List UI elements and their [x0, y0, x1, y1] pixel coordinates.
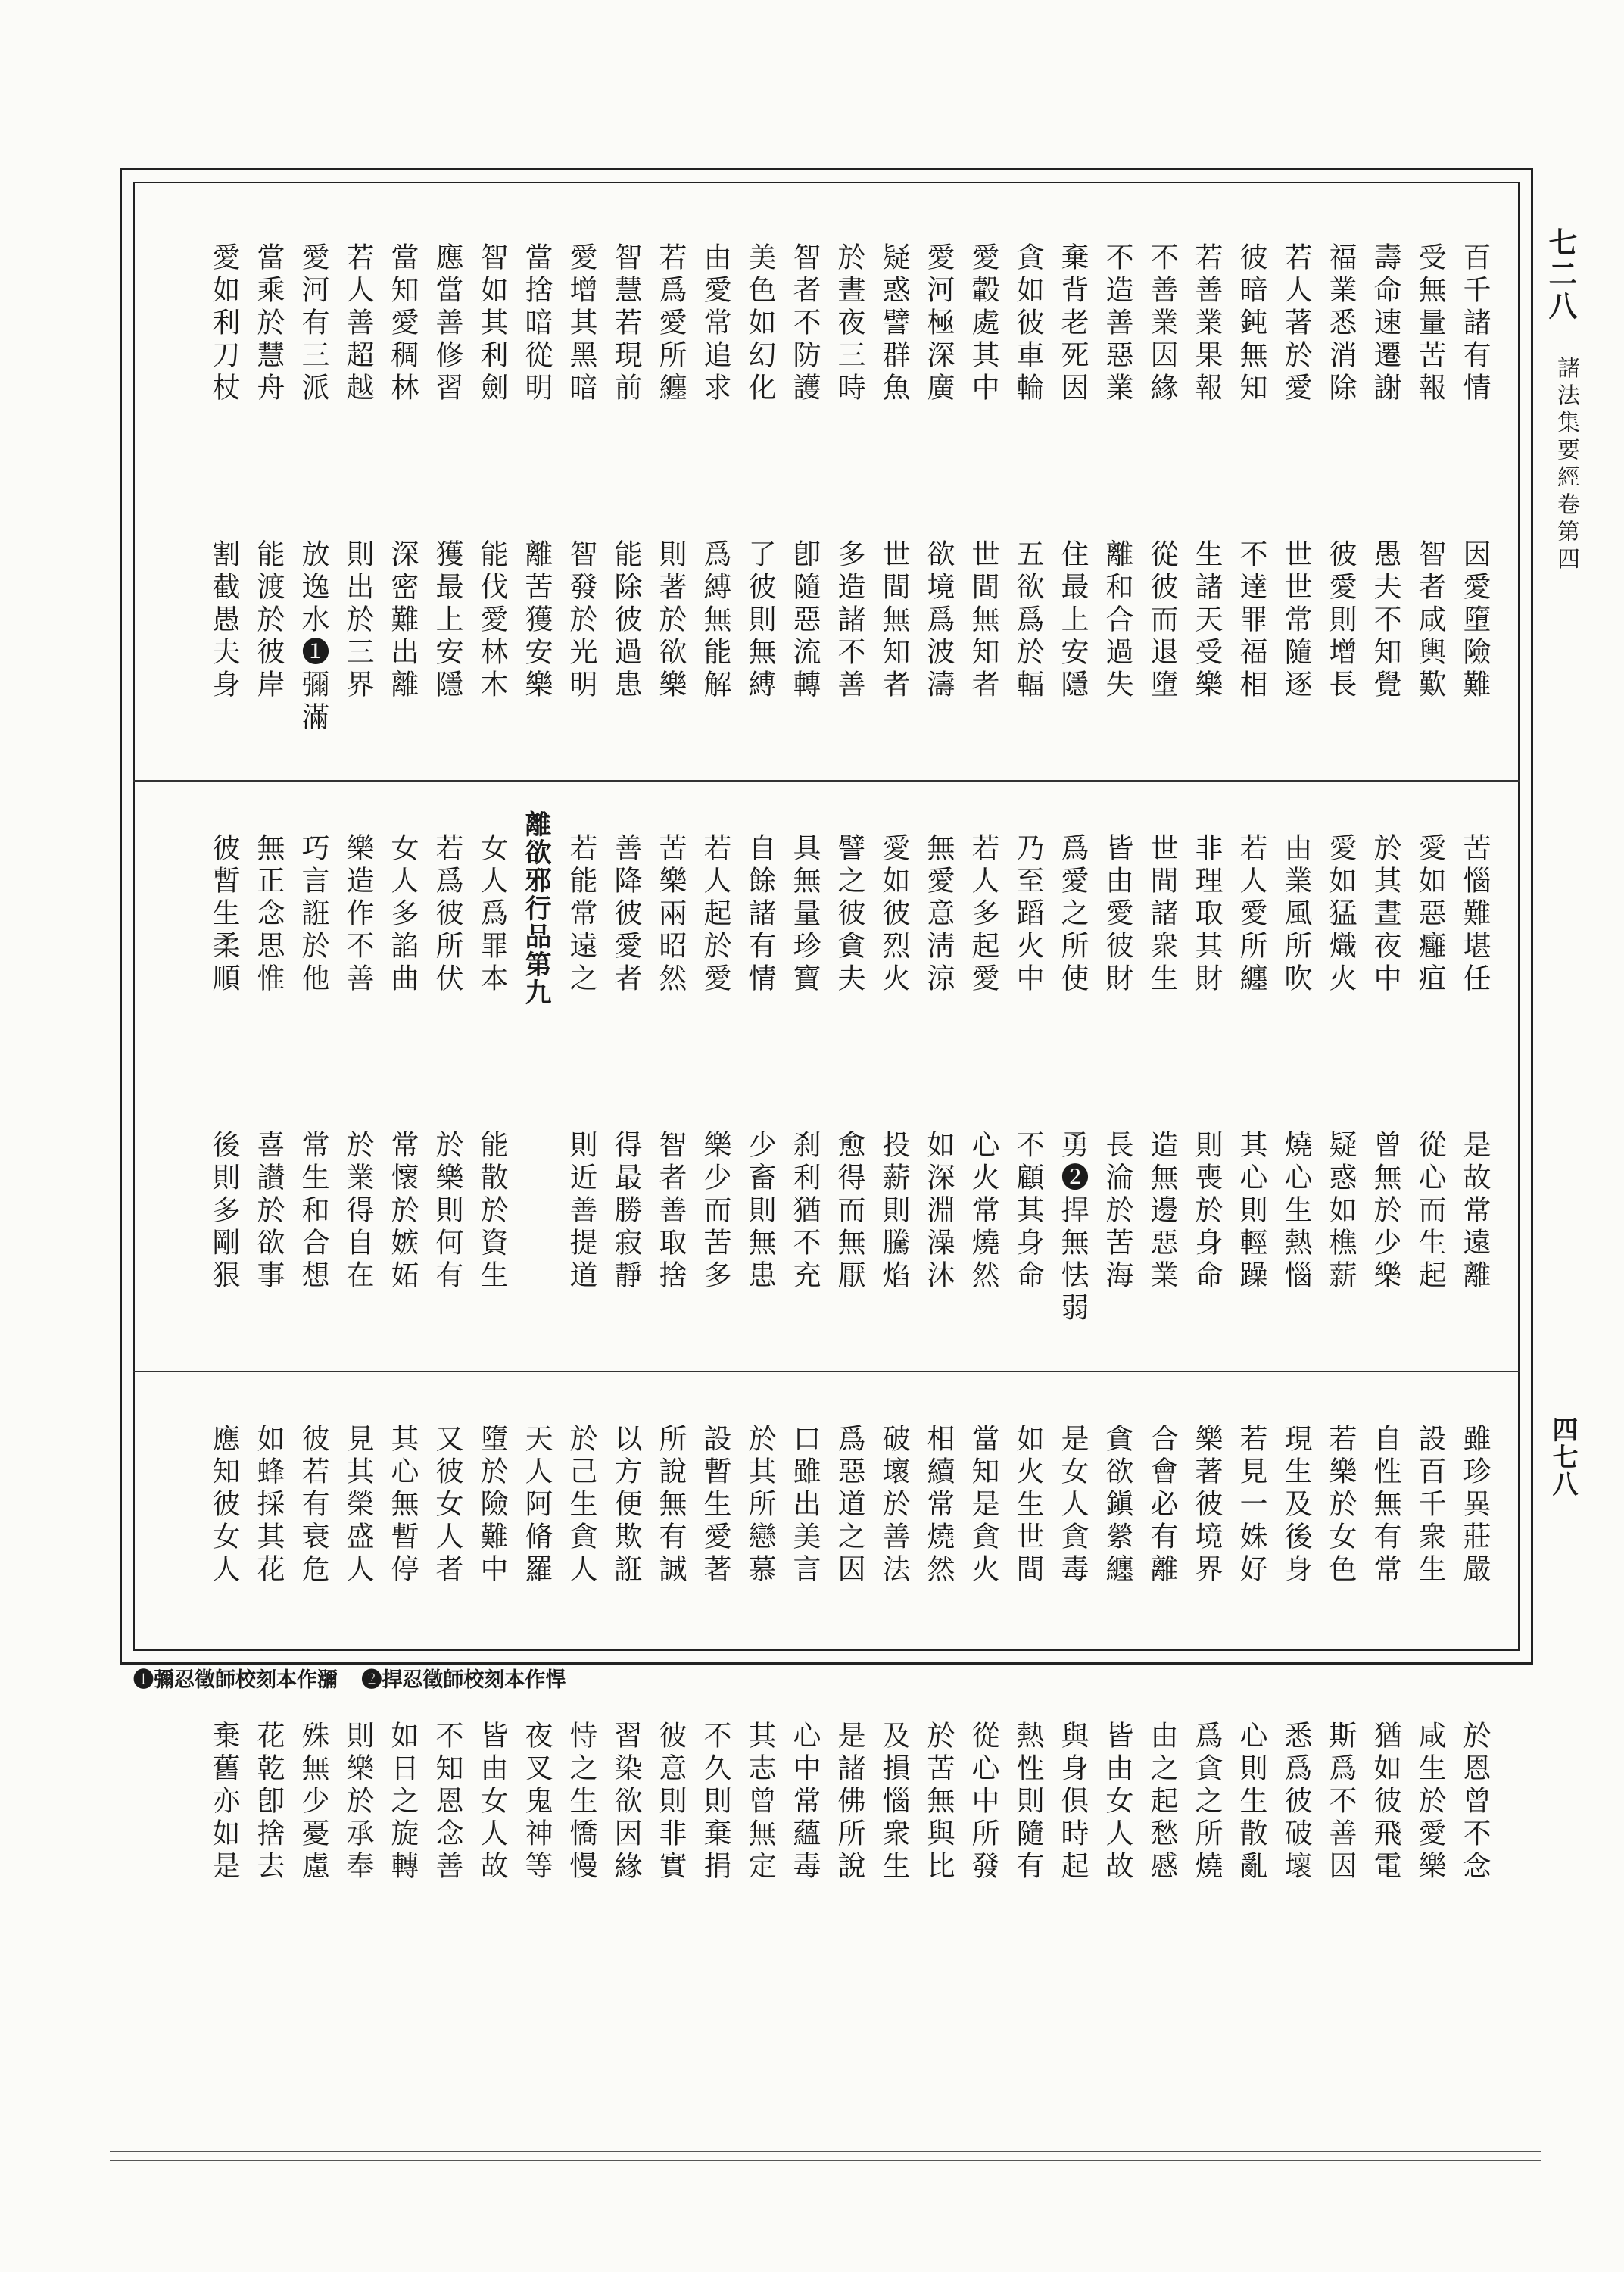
verse-column [1095, 1424, 1139, 1963]
verse-line: 無愛意淸涼 [922, 833, 955, 996]
verse-line: 長淪於苦海 [1101, 1130, 1133, 1293]
verse-column [1318, 833, 1363, 1372]
verse-line: 於己生貪人 [565, 1424, 597, 1587]
verse-line: 能伐愛林木 [475, 539, 508, 702]
bottom-rule [110, 2151, 1541, 2152]
verse-column [1139, 1424, 1184, 1963]
verse-line: 棄舊亦如是 [207, 1721, 240, 1883]
verse-line: 於苦無與比 [922, 1721, 955, 1883]
verse-column [1318, 1424, 1363, 1963]
verse-line: 福業悉消除 [1324, 242, 1357, 405]
verse-line: 世間無知者 [967, 539, 999, 702]
verse-column [1229, 833, 1273, 1372]
verse-line: 愚夫不知覺 [1369, 539, 1401, 702]
verse-line: 世世常隨逐 [1280, 539, 1312, 702]
verse-line: 如深淵澡沐 [922, 1130, 955, 1293]
verse-column [291, 833, 335, 1372]
verse-line: 女人多諂曲 [386, 833, 419, 996]
verse-line: 因愛墮險難 [1458, 539, 1491, 702]
verse-column [1050, 1424, 1095, 1963]
verse-line: 則著於欲樂 [654, 539, 687, 702]
verse-line: 皆由女人故 [475, 1721, 508, 1883]
verse-column [871, 1424, 916, 1963]
verse-column [380, 242, 425, 782]
verse-line: 如火生世間 [1011, 1424, 1044, 1587]
verse-line: 若爲彼所伏 [431, 833, 463, 996]
verse-line: 其心無暫停 [386, 1424, 419, 1587]
verse-column [246, 1424, 291, 1963]
verse-line: 彼若有衰危 [297, 1424, 329, 1587]
verse-line: 若人愛所纏 [1235, 833, 1267, 996]
verse-line: 勇❷捍無怯弱 [1056, 1130, 1089, 1325]
verse-line: 應知彼女人 [207, 1424, 240, 1587]
verse-line: 不知恩念善 [431, 1721, 463, 1883]
verse-column [737, 833, 782, 1372]
verse-column [1095, 242, 1139, 782]
verse-line: 天人阿脩羅 [520, 1424, 553, 1587]
verse-column [916, 1424, 961, 1963]
verse-line: 恃之生憍慢 [565, 1721, 597, 1883]
verse-line: 若能常遠之 [565, 833, 597, 996]
verse-column [1363, 833, 1407, 1372]
verse-line: 於其所戀慕 [743, 1424, 776, 1587]
verse-line: 愛如利刀杖 [207, 242, 240, 405]
verse-line: 智慧若現前 [609, 242, 642, 405]
band-divider [133, 1371, 1520, 1372]
bottom-rule [110, 2160, 1541, 2161]
verse-column [1273, 242, 1318, 782]
running-title: 諸法集要經卷第四 [1553, 356, 1579, 574]
verse-line: 巧言誑於他 [297, 833, 329, 996]
verse-column [514, 242, 559, 782]
verse-line: 皆由女人故 [1101, 1721, 1133, 1883]
verse-line: 墮於險難中 [475, 1424, 508, 1587]
verse-line: 女人爲罪本 [475, 833, 508, 996]
verse-line: 受無量苦報 [1414, 242, 1446, 405]
footnote-2: ❷捍忍徵師校刻本作悍 [361, 1668, 566, 1692]
verse-line: 樂造作不善 [341, 833, 374, 996]
verse-line: 以方便欺誑 [609, 1424, 642, 1587]
verse-line: 雖珍異莊嚴 [1458, 1424, 1491, 1587]
verse-line: 爲縛無能解 [699, 539, 731, 702]
verse-line: 五欲爲於輻 [1011, 539, 1044, 702]
verse-line: 得最勝寂靜 [609, 1130, 642, 1293]
verse-line: 智如其利劍 [475, 242, 508, 405]
verse-column [246, 242, 291, 782]
verse-column [380, 833, 425, 1372]
verse-column [1229, 1424, 1273, 1963]
verse-column [1318, 242, 1363, 782]
verse-line: 愛河極深廣 [922, 242, 955, 405]
verse-column [425, 242, 469, 782]
running-head-page-number: 七二八 [1544, 227, 1578, 323]
verse-column [1273, 1424, 1318, 1963]
verse-column [961, 242, 1005, 782]
verse-line: 愛轂處其中 [967, 242, 999, 405]
verse-column [737, 242, 782, 782]
verse-line: 若善業果報 [1190, 242, 1223, 405]
verse-line: 喜讃於欲事 [252, 1130, 285, 1293]
verse-column [1095, 833, 1139, 1372]
verse-line: 則近善提道 [565, 1130, 597, 1293]
footnote-1: ❶彌忍徵師校刻本作瀰 [133, 1668, 338, 1692]
verse-line: 苦樂兩昭然 [654, 833, 687, 996]
verse-line: 自餘諸有情 [743, 833, 776, 996]
verse-line: 由業風所吹 [1280, 833, 1312, 996]
verse-line: 當知愛稠林 [386, 242, 419, 405]
verse-line: 於其晝夜中 [1369, 833, 1401, 996]
verse-line: 欲境爲波濤 [922, 539, 955, 702]
verse-line: 常懷於嫉妬 [386, 1130, 419, 1293]
verse-line: 是諸佛所說 [833, 1721, 865, 1883]
verse-line: 花乾卽捨去 [252, 1721, 285, 1883]
verse-column [1407, 242, 1452, 782]
verse-line: 於晝夜三時 [833, 242, 865, 405]
verse-column [514, 1424, 559, 1963]
verse-column [603, 242, 648, 782]
verse-line: 智者不防護 [788, 242, 821, 405]
verse-line: 能渡於彼岸 [252, 539, 285, 702]
verse-column [782, 242, 827, 782]
verse-line: 世間無知者 [877, 539, 910, 702]
verse-line: 設百千衆生 [1414, 1424, 1446, 1587]
verse-line: 則樂於承奉 [341, 1721, 374, 1883]
verse-column [603, 1424, 648, 1963]
verse-line: 卽隨惡流轉 [788, 539, 821, 702]
band-divider [133, 780, 1520, 782]
verse-line: 其志曾無定 [743, 1721, 776, 1883]
verse-line: 若樂於女色 [1324, 1424, 1357, 1587]
verse-column [1363, 242, 1407, 782]
footnotes [133, 1663, 582, 1693]
page-number: 四七八 [1548, 1416, 1578, 1498]
verse-line: 譬之彼貪夫 [833, 833, 865, 996]
verse-column [335, 833, 380, 1372]
verse-line: 投薪則騰焰 [877, 1130, 910, 1293]
verse-column [871, 242, 916, 782]
verse-line: 咸生於愛樂 [1414, 1721, 1446, 1883]
verse-column [1452, 1424, 1497, 1963]
verse-line: 多造諸不善 [833, 539, 865, 702]
verse-line: 世間諸衆生 [1146, 833, 1178, 996]
verse-line: 又彼女人者 [431, 1424, 463, 1587]
verse-column [559, 242, 603, 782]
verse-column [827, 1424, 871, 1963]
verse-line: 相續常燒然 [922, 1424, 955, 1587]
verse-line: 於業得自在 [341, 1130, 374, 1293]
verse-column [425, 833, 469, 1372]
verse-line: 愛增其黑暗 [565, 242, 597, 405]
verse-line: 非理取其財 [1190, 833, 1223, 996]
verse-line: 壽命速遷謝 [1369, 242, 1401, 405]
verse-line: 常生和合想 [297, 1130, 329, 1293]
verse-line: 現生及後身 [1280, 1424, 1312, 1587]
verse-line: 獲最上安隱 [431, 539, 463, 702]
verse-column [201, 1424, 246, 1963]
verse-line: 不久則棄捐 [699, 1721, 731, 1883]
verse-line: 彼意則非實 [654, 1721, 687, 1883]
verse-line: 由之起愁慼 [1146, 1721, 1178, 1883]
verse-column [514, 810, 559, 1372]
verse-column [1005, 242, 1050, 782]
verse-line: 心中常蘊毒 [788, 1721, 821, 1883]
verse-column [1139, 833, 1184, 1372]
verse-column [201, 242, 246, 782]
verse-line: 於樂則何有 [431, 1130, 463, 1293]
verse-line: 疑惑譬群魚 [877, 242, 910, 405]
verse-line: 則喪於身命 [1190, 1130, 1223, 1293]
verse-line: 造無邊惡業 [1146, 1130, 1178, 1293]
verse-line: 設暫生愛著 [699, 1424, 731, 1587]
verse-column [1229, 242, 1273, 782]
verse-line: 殊無少憂慮 [297, 1721, 329, 1883]
verse-column [1407, 1424, 1452, 1963]
verse-column [1452, 833, 1497, 1372]
verse-line: 若人起於愛 [699, 833, 731, 996]
verse-column [1005, 833, 1050, 1372]
verse-line: 從彼而退墮 [1146, 539, 1178, 702]
verse-column [871, 833, 916, 1372]
verse-line: 破壞於善法 [877, 1424, 910, 1587]
verse-line: 若見一姝好 [1235, 1424, 1267, 1587]
verse-line: 智發於光明 [565, 539, 597, 702]
verse-line: 了彼則無縛 [743, 539, 776, 702]
verse-column [201, 833, 246, 1372]
verse-line: 智者善取捨 [654, 1130, 687, 1293]
verse-line: 皆由愛彼財 [1101, 833, 1133, 996]
verse-line: 彼暗鈍無知 [1235, 242, 1267, 405]
verse-line: 心則生散亂 [1235, 1721, 1267, 1883]
verse-column [603, 833, 648, 1372]
verse-line: 合會必有離 [1146, 1424, 1178, 1587]
verse-line: 斯爲不善因 [1324, 1721, 1357, 1883]
verse-column [1407, 833, 1452, 1372]
verse-column [291, 242, 335, 782]
verse-line: 愛如彼烈火 [877, 833, 910, 996]
verse-column [1184, 833, 1229, 1372]
verse-column [782, 833, 827, 1372]
verse-line: 生諸天受樂 [1190, 539, 1223, 702]
verse-line: 見其榮盛人 [341, 1424, 374, 1587]
verse-column [648, 242, 693, 782]
verse-line: 曾無於少樂 [1369, 1130, 1401, 1293]
verse-line: 放逸水❶彌滿 [297, 539, 329, 735]
verse-line: 具無量珍寶 [788, 833, 821, 996]
verse-line: 離和合過失 [1101, 539, 1133, 702]
verse-line: 百千諸有情 [1458, 242, 1491, 405]
verse-line: 後則多剛狠 [207, 1130, 240, 1293]
verse-column [559, 1424, 603, 1963]
verse-column [1184, 1424, 1229, 1963]
verse-column [827, 242, 871, 782]
verse-line: 若人著於愛 [1280, 242, 1312, 405]
verse-column [469, 1424, 514, 1963]
verse-line: 樂少而苦多 [699, 1130, 731, 1293]
verse-line: 美色如幻化 [743, 242, 776, 405]
verse-line: 口雖出美言 [788, 1424, 821, 1587]
verse-line: 則出於三界 [341, 539, 374, 702]
verse-column [916, 833, 961, 1372]
verse-column [648, 1424, 693, 1963]
verse-column [693, 833, 737, 1372]
verse-line: 善降彼愛者 [609, 833, 642, 996]
verse-line: 少畜則無患 [743, 1130, 776, 1293]
verse-line: 夜叉鬼神等 [520, 1721, 553, 1883]
verse-column [782, 1424, 827, 1963]
verse-line: 若爲愛所纏 [654, 242, 687, 405]
verse-line: 愛河有三派 [297, 242, 329, 405]
verse-line: 愛如惡癰疽 [1414, 833, 1446, 996]
verse-line: 其心則輕躁 [1235, 1130, 1267, 1293]
verse-column [1363, 1424, 1407, 1963]
verse-line: 燒心生熱惱 [1280, 1130, 1312, 1293]
verse-band-middle [133, 810, 1520, 1348]
verse-column [335, 1424, 380, 1963]
verse-line: 及損惱衆生 [877, 1721, 910, 1883]
verse-line: 爲愛之所使 [1056, 833, 1089, 996]
verse-column [737, 1424, 782, 1963]
verse-line: 當知是貪火 [967, 1424, 999, 1587]
verse-line: 割截愚夫身 [207, 539, 240, 702]
verse-line: 由愛常追求 [699, 242, 731, 405]
verse-line: 與身俱時起 [1056, 1721, 1089, 1883]
verse-line: 能除彼過患 [609, 539, 642, 702]
verse-line: 從心中所發 [967, 1721, 999, 1883]
verse-line: 不顧其身命 [1011, 1130, 1044, 1293]
verse-line: 住最上安隱 [1056, 539, 1089, 702]
verse-column [469, 833, 514, 1372]
verse-line: 熱性則隨有 [1011, 1721, 1044, 1883]
verse-column [1050, 833, 1095, 1372]
verse-line: 習染欲因緣 [609, 1721, 642, 1883]
verse-column [425, 1424, 469, 1963]
verse-column [693, 242, 737, 782]
verse-line: 棄背老死因 [1056, 242, 1089, 405]
verse-line: 離苦獲安樂 [520, 539, 553, 702]
verse-column [961, 833, 1005, 1372]
verse-column [559, 833, 603, 1372]
verse-line: 愛如猛熾火 [1324, 833, 1357, 996]
verse-column [1452, 242, 1497, 782]
verse-column [291, 1424, 335, 1963]
verse-line: 不善業因緣 [1146, 242, 1178, 405]
verse-line: 刹利猶不充 [788, 1130, 821, 1293]
verse-column [335, 242, 380, 782]
verse-column [693, 1424, 737, 1963]
verse-line: 深密難出離 [386, 539, 419, 702]
verse-line: 是故常遠離 [1458, 1130, 1491, 1293]
chapter-title: 離欲邪行品第九 [521, 810, 552, 1006]
verse-line: 悉爲彼破壞 [1280, 1721, 1312, 1883]
verse-line: 愈得而無厭 [833, 1130, 865, 1293]
verse-line: 當捨暗從明 [520, 242, 553, 405]
verse-line: 貪如彼車輪 [1011, 242, 1044, 405]
verse-column [827, 833, 871, 1372]
verse-column [1050, 242, 1095, 782]
verse-column [1005, 1424, 1050, 1963]
verse-column [648, 833, 693, 1372]
verse-line: 若人多起愛 [967, 833, 999, 996]
verse-line: 所說無有誠 [654, 1424, 687, 1587]
verse-line: 當乘於慧舟 [252, 242, 285, 405]
verse-line: 應當善修習 [431, 242, 463, 405]
verse-column [469, 242, 514, 782]
verse-line: 自性無有常 [1369, 1424, 1401, 1587]
verse-line: 若人善超越 [341, 242, 374, 405]
verse-line: 無正念思惟 [252, 833, 285, 996]
verse-line: 能散於資生 [475, 1130, 508, 1293]
verse-line: 不達罪福相 [1235, 539, 1267, 702]
verse-line: 彼暫生柔順 [207, 833, 240, 996]
verse-column [1139, 242, 1184, 782]
verse-line: 心火常燒然 [967, 1130, 999, 1293]
verse-line: 如蜂採其花 [252, 1424, 285, 1587]
verse-line: 爲惡道之因 [833, 1424, 865, 1587]
verse-line: 貪欲鎭縈纏 [1101, 1424, 1133, 1587]
verse-line: 猶如彼飛電 [1369, 1721, 1401, 1883]
verse-line: 乃至蹈火中 [1011, 833, 1044, 996]
verse-column [380, 1424, 425, 1963]
verse-column [916, 242, 961, 782]
verse-band-top [133, 242, 1520, 757]
verse-line: 疑惑如樵薪 [1324, 1130, 1357, 1293]
verse-line: 智者咸輿歎 [1414, 539, 1446, 702]
verse-line: 於恩曾不念 [1458, 1721, 1491, 1883]
verse-line: 苦惱難堪任 [1458, 833, 1491, 996]
verse-line: 是女人貪毒 [1056, 1424, 1089, 1587]
verse-column [1273, 833, 1318, 1372]
verse-line: 樂著彼境界 [1190, 1424, 1223, 1587]
verse-column [246, 833, 291, 1372]
verse-line: 從心而生起 [1414, 1130, 1446, 1293]
verse-column [961, 1424, 1005, 1963]
verse-line: 彼愛則增長 [1324, 539, 1357, 702]
verse-line: 不造善惡業 [1101, 242, 1133, 405]
verse-column [1184, 242, 1229, 782]
verse-line: 爲貪之所燒 [1190, 1721, 1223, 1883]
verse-line: 如日之旋轉 [386, 1721, 419, 1883]
